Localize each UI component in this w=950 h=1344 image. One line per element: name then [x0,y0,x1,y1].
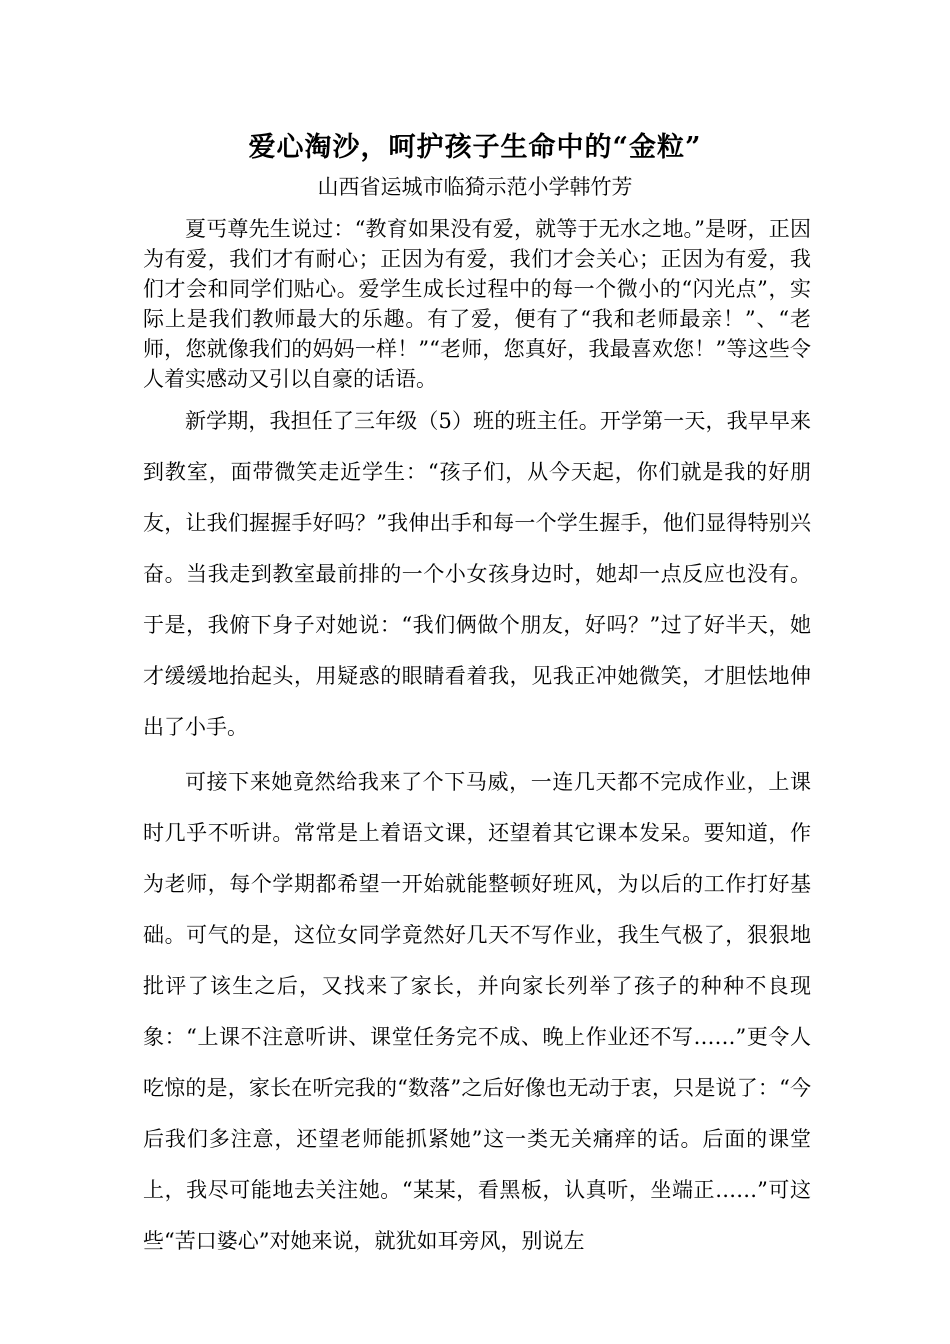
paragraph-2: 新学期，我担任了三年级（5）班的班主任。开学第一天，我早早来到教室，面带微笑走近学生：“孩子们，从今天起，你们就是我的好朋友，让我们握握手好吗？”我伸出手和每一个学生握手，他们显得特别兴奋。当我走到教室最前排的一个小女孩身边时，她却一点反应也没有。于是，我俯下身子对她说：“我们俩做个朋友，好吗？”过了好半天，她才缓缓地抬起头，用疑惑的眼睛看着我，见我正冲她微笑，才胆怯地伸出了小手。 [143,409,811,739]
document-author: 山西省运城市临猗示范小学韩竹芳 [317,175,633,199]
paragraph-3: 可接下来她竟然给我来了个下马威，一连几天都不完成作业，上课时几乎不听讲。常常是上着语文课，还望着其它课本发呆。要知道，作为老师，每个学期都希望一开始就能整顿好班风，为以后的工作打好基础。可气的是，这位女同学竟然好几天不写作业，我生气极了，狠狠地批评了该生之后，又找来了家长，并向家长列举了孩子的种种不良现象：“上课不注意听讲、课堂任务完不成、晚上作业还不写……”更令人吃惊的是，家长在听完我的“数落”之后好像也无动于衷，只是说了：“今后我们多注意，还望老师能抓紧她”这一类无关痛痒的话。后面的课堂上，我尽可能地去关注她。“某某，看黑板，认真听，坐端正……”可这些“苦口婆心”对她来说，就犹如耳旁风，别说左 [143,770,811,1253]
document-body [143,214,811,1267]
document-title: 爱心淘沙，呵护孩子生命中的“金粒” [248,132,702,163]
paragraph-1: 夏丐尊先生说过：“教育如果没有爱，就等于无水之地。”是呀，正因为有爱，我们才有耐心；正因为有爱，我们才会关心；正因为有爱，我们才会和同学们贴心。爱学生成长过程中的每一个微小的“闪光点”，实际上是我们教师最大的乐趣。有了爱，便有了“我和老师最亲！”、“老师，您就像我们的妈妈一样！”“老师，您真好，我最喜欢您！”等这些令人着实感动又引以自豪的话语。 [143,217,811,391]
